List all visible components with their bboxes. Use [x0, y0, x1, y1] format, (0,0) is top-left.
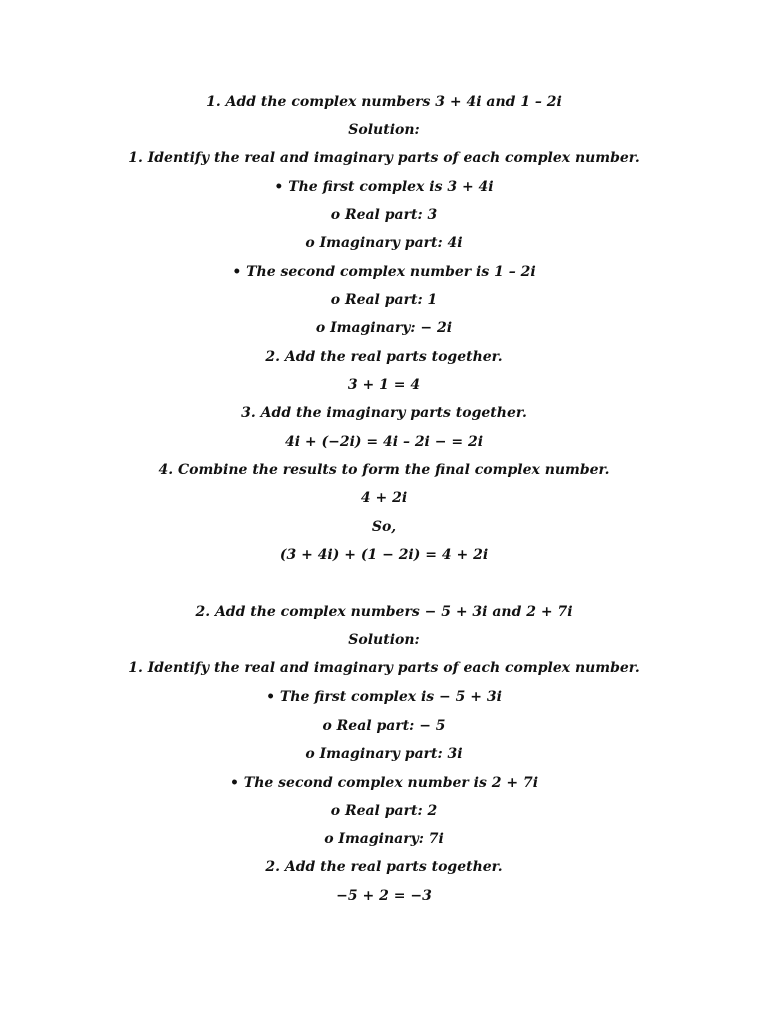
problem2-first-complex: • The first complex is − 5 + 3i [266, 689, 502, 705]
problem2-first-imaginary: o Imaginary part: 3i [305, 746, 463, 762]
problem1-second-complex: • The second complex number is 1 – 2i [232, 264, 536, 280]
problem1-first-complex: • The first complex is 3 + 4i [274, 179, 494, 195]
problem1-title: 1. Add the complex numbers 3 + 4i and 1 – 2i [206, 94, 562, 110]
problem1-step3-result: 4i + (−2i) = 4i – 2i − = 2i [284, 434, 484, 450]
problem2-step2: 2. Add the real parts together. [265, 859, 503, 875]
problem1-so-label: So, [371, 519, 397, 535]
problem1-first-real: o Real part: 3 [330, 207, 438, 223]
problem2-title: 2. Add the complex numbers − 5 + 3i and 2 + 7i [195, 604, 573, 620]
problem1-final: (3 + 4i) + (1 − 2i) = 4 + 2i [279, 547, 489, 563]
problem1-step1: 1. Identify the real and imaginary parts of each complex number. [128, 150, 640, 166]
problem2-second-real: o Real part: 2 [330, 803, 438, 819]
problem1-step4: 4. Combine the results to form the final complex number. [158, 462, 610, 478]
problem1-solution-label: Solution: [348, 122, 420, 138]
problem1-step2-result: 3 + 1 = 4 [347, 377, 421, 393]
problem2-second-complex: • The second complex number is 2 + 7i [229, 775, 539, 791]
problem2-step1: 1. Identify the real and imaginary parts of each complex number. [128, 660, 640, 676]
problem1-first-imaginary: o Imaginary part: 4i [305, 235, 463, 251]
problem1-second-imaginary: o Imaginary: − 2i [315, 320, 453, 336]
problem1-step3: 3. Add the imaginary parts together. [241, 405, 527, 421]
problem1-step2: 2. Add the real parts together. [265, 349, 503, 365]
problem2-first-real: o Real part: − 5 [322, 718, 446, 734]
problem2-solution-label: Solution: [348, 632, 420, 648]
problem1-second-real: o Real part: 1 [330, 292, 438, 308]
problem1-step4-result: 4 + 2i [360, 490, 408, 506]
problem2-step2-result: −5 + 2 = −3 [336, 888, 432, 904]
problem2-second-imaginary: o Imaginary: 7i [324, 831, 444, 847]
